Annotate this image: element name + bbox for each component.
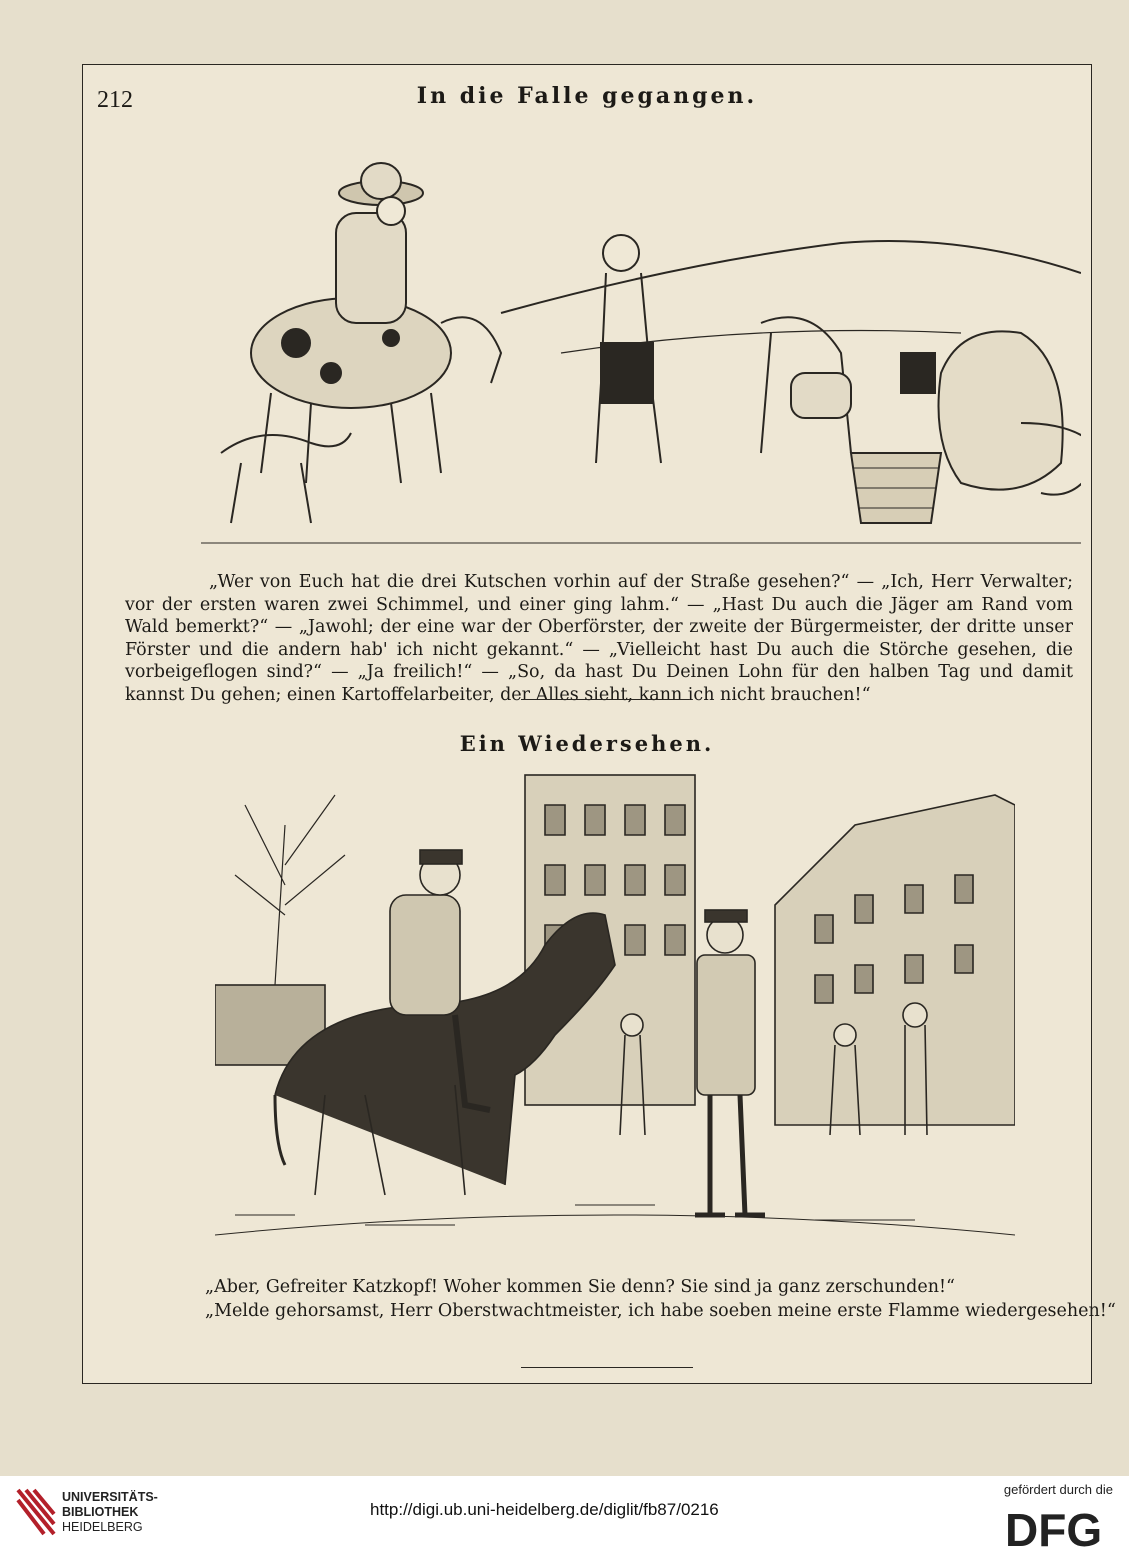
cartoon-caption-2-line-2: „Melde gehorsamst, Herr Oberstwachtmeister, ich habe soeben meine erste Flamme wiedergesehen!“ — [205, 1301, 1116, 1321]
section-divider — [521, 699, 689, 700]
university-library-logo-icon[interactable] — [14, 1486, 58, 1538]
page-number: 212 — [97, 87, 133, 113]
cartoon-caption-2-line-1: „Aber, Gefreiter Katzkopf! Woher kommen Sie denn? Sie sind ja ganz zerschunden!“ — [205, 1277, 955, 1297]
printed-page-frame — [82, 64, 1116, 1384]
funded-by-label: gefördert durch die — [1003, 1482, 1113, 1497]
cartoon-title-2: Ein Wiedersehen. — [459, 731, 715, 756]
cartoon-illustration-potato-field — [201, 123, 1081, 553]
cartoon-caption-1: „Wer von Euch hat die drei Kutschen vorhin auf der Straße gesehen?“ — „Ich, Herr Verwalter; vor der ersten waren zwei Schimmel, und einer ging lahm.“ — „Hast Du auch die Jäger am Rand vom Wald bemerkt?“ — „Jawohl; der eine war der Oberförster, der zweite der Bürgermeister, der dritte unser Förster und die andern hab' ich nicht gekannt.“ — „Vielleicht hast Du auch die Störche gesehen, die vorbeigeflogen sind?“ — „Ja freilich!“ — „So, da hast Du Deinen Lohn für den halben Tag und damit kannst Du gehen; einen Kartoffelarbeiter, der Alles sieht, kann ich nicht brauchen!“ — [125, 572, 1073, 705]
library-name-line-2: BIBLIOTHEK — [62, 1505, 139, 1519]
library-name-line-1: UNIVERSITÄTS- — [62, 1490, 158, 1504]
section-divider — [521, 1367, 693, 1368]
viewer-footer — [0, 1476, 1129, 1559]
cartoon-title-1: In die Falle gegangen. — [416, 83, 758, 109]
engraving-illustration-street-scene — [215, 765, 1015, 1245]
dfg-logo-icon[interactable] — [1005, 1504, 1113, 1550]
permalink-url[interactable]: http://digi.ub.uni-heidelberg.de/diglit/fb87/0216 — [370, 1500, 719, 1519]
library-name-line-3: HEIDELBERG — [62, 1520, 143, 1534]
dfg-logo-text: DFG — [1005, 1504, 1103, 1550]
